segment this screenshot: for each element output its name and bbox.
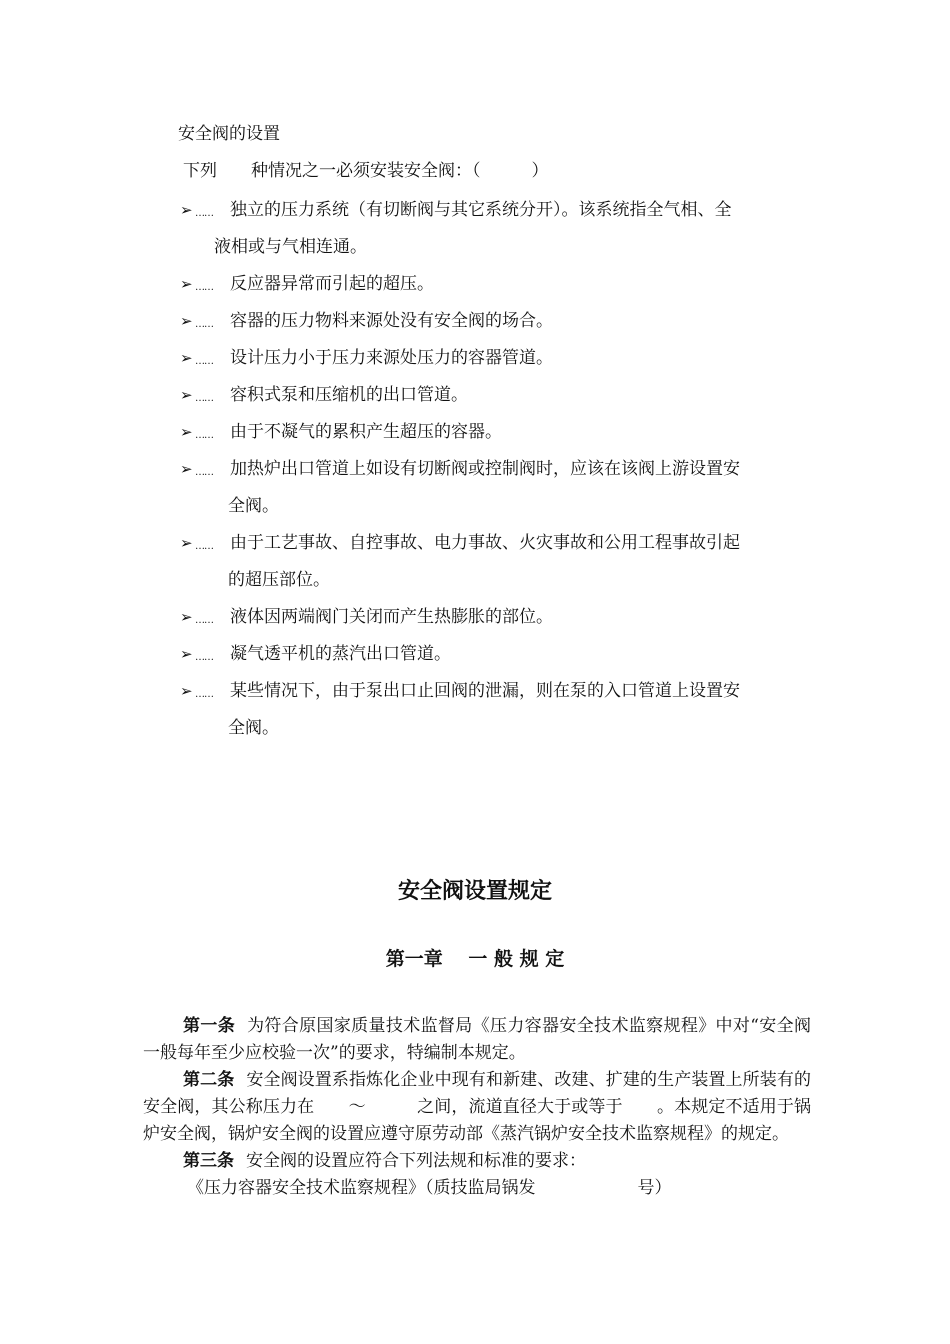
arrow-bullet-icon: ➢: [180, 386, 193, 404]
article-paragraph: [143, 1067, 811, 1148]
list-item: [178, 377, 813, 414]
list-item: [178, 599, 813, 636]
article-text: 安全阀的设置应符合下列法规和标准的要求：: [246, 1151, 586, 1171]
article-paragraph: [143, 1148, 811, 1175]
list-item: [178, 525, 813, 599]
article-label: 第三条: [183, 1151, 234, 1171]
list-item-text: 液体因两端阀门关闭而产生热膨胀的部位。: [230, 607, 553, 627]
arrow-bullet-icon: ➢: [180, 460, 193, 478]
list-item-text: 设计压力小于压力来源处压力的容器管道。: [230, 348, 553, 368]
section-intro: 下列 种情况之一必须安装安全阀：（ ）: [183, 161, 549, 181]
leader-dots: ……: [195, 430, 213, 441]
arrow-bullet-icon: ➢: [180, 423, 193, 441]
arrow-bullet-icon: ➢: [180, 608, 193, 626]
leader-dots: ……: [195, 319, 213, 330]
arrow-bullet-icon: ➢: [180, 534, 193, 552]
requirement-list: [178, 192, 813, 747]
leader-dots: ……: [195, 208, 213, 219]
arrow-bullet-icon: ➢: [180, 682, 193, 700]
regulation-reference: 《压力容器安全技术监察规程》（质技监局锅发 号）: [187, 1178, 672, 1198]
section-title: 安全阀的设置: [178, 124, 280, 144]
arrow-bullet-icon: ➢: [180, 645, 193, 663]
list-item-text: 容器的压力物料来源处没有安全阀的场合。: [230, 311, 553, 331]
list-item-continuation: 的超压部位。: [228, 570, 330, 590]
leader-dots: ……: [195, 652, 213, 663]
list-item-text: 由于不凝气的累积产生超压的容器。: [230, 422, 502, 442]
leader-dots: ……: [195, 393, 213, 404]
leader-dots: ……: [195, 282, 213, 293]
list-item-continuation: 全阀。: [228, 718, 279, 738]
list-item-continuation: 液相或与气相连通。: [214, 237, 367, 257]
leader-dots: ……: [195, 689, 213, 700]
leader-dots: ……: [195, 356, 213, 367]
arrow-bullet-icon: ➢: [180, 349, 193, 367]
article-text: 安全阀设置系指炼化企业中现有和新建、改建、扩建的生产装置上所装有的安全阀，其公称压力在 ～ 之间，流道直径大于或等于 。本规定不适用于锅炉安全阀，锅炉安全阀的设置应遵守原劳动部《蒸汽锅炉安全技术监察规程》的规定。: [143, 1070, 811, 1144]
chapter-heading: 第一章 一 般 规 定: [385, 948, 565, 970]
article-label: 第二条: [183, 1070, 235, 1090]
arrow-bullet-icon: ➢: [180, 275, 193, 293]
leader-dots: ……: [195, 615, 213, 626]
list-item: [178, 303, 813, 340]
document-title: 安全阀设置规定: [397, 879, 552, 904]
list-item: [178, 414, 813, 451]
list-item-text: 某些情况下，由于泵出口止回阀的泄漏，则在泵的入口管道上设置安: [230, 681, 740, 701]
article-label: 第一条: [183, 1016, 236, 1036]
list-item-text: 容积式泵和压缩机的出口管道。: [230, 385, 468, 405]
leader-dots: ……: [195, 467, 213, 478]
list-item: [178, 192, 813, 266]
article-text: 为符合原国家质量技术监督局《压力容器安全技术监察规程》中对“安全阀一般每年至少应校验一次”的要求，特编制本规定。: [143, 1016, 811, 1063]
list-item: [178, 340, 813, 377]
arrow-bullet-icon: ➢: [180, 312, 193, 330]
list-item-text: 凝气透平机的蒸汽出口管道。: [230, 644, 451, 664]
list-item-text: 独立的压力系统（有切断阀与其它系统分开）。该系统指全气相、全: [230, 200, 732, 220]
list-item-text: 加热炉出口管道上如设有切断阀或控制阀时，应该在该阀上游设置安: [230, 459, 740, 479]
leader-dots: ……: [195, 541, 213, 552]
list-item: [178, 636, 813, 673]
article-paragraph: [143, 1013, 811, 1067]
list-item: [178, 451, 813, 525]
list-item: [178, 673, 813, 747]
list-item-continuation: 全阀。: [228, 496, 279, 516]
list-item: [178, 266, 813, 303]
articles-section: [143, 1013, 811, 1202]
arrow-bullet-icon: ➢: [180, 201, 193, 219]
list-item-text: 由于工艺事故、自控事故、电力事故、火灾事故和公用工程事故引起: [230, 533, 740, 553]
list-item-text: 反应器异常而引起的超压。: [230, 274, 434, 294]
